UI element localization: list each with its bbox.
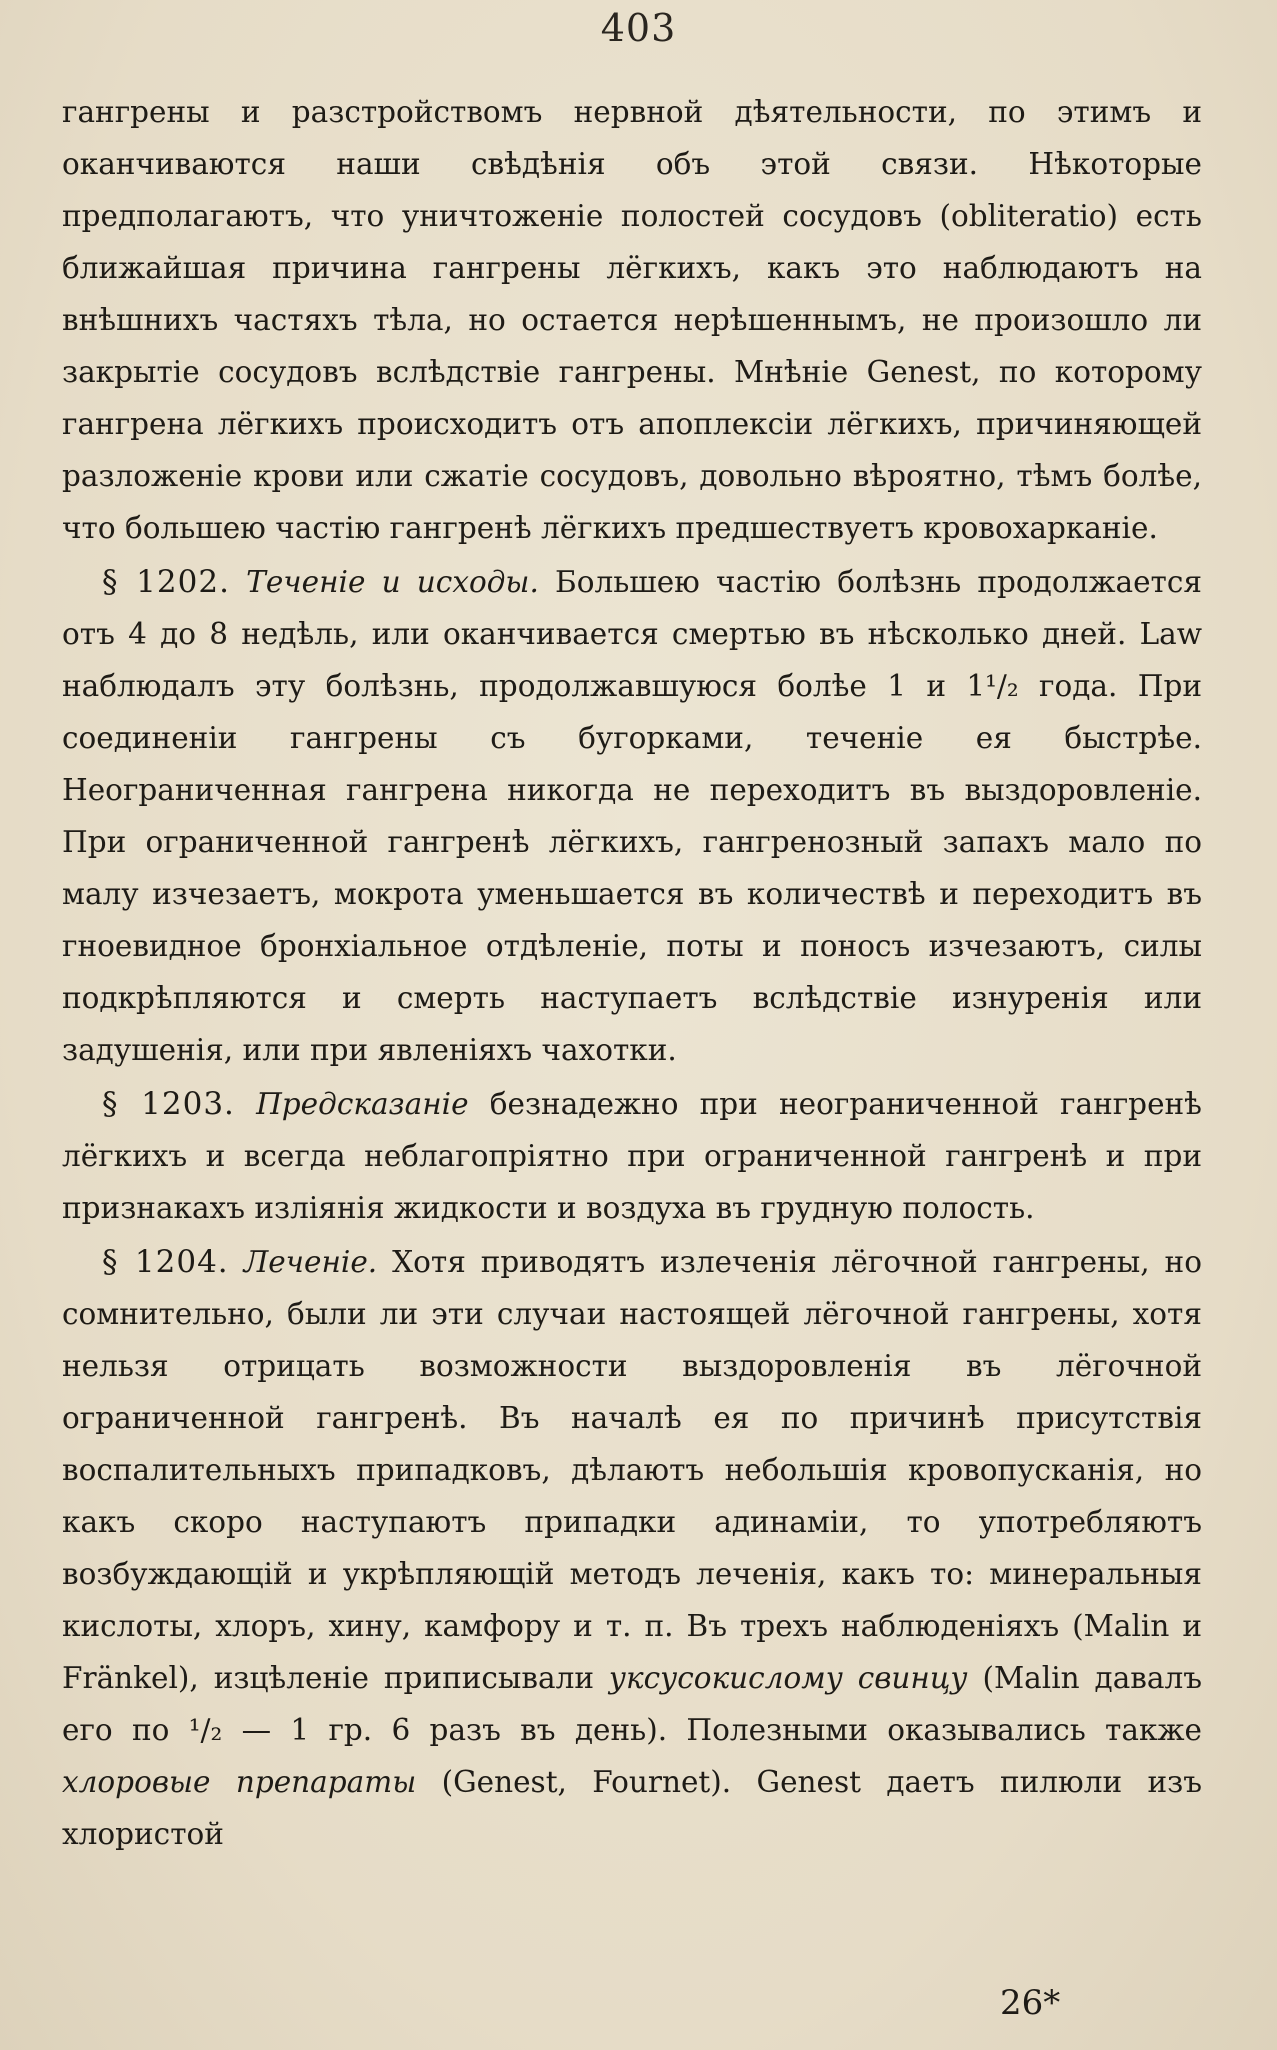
section-number: § 1204.: [102, 1244, 229, 1280]
page-number: 403: [600, 6, 677, 50]
section-title: Предсказаніе: [256, 1087, 469, 1121]
section-text: безнадежно при неограниченной гангренѣ лёгкихъ и всегда неблагопріятно при ограниченной гангренѣ и при признакахъ изліянія жидкости и воздуха въ грудную полость.: [62, 1087, 1202, 1225]
body-text: [62, 86, 1202, 1862]
section-title: Теченіе и исходы.: [246, 565, 539, 599]
italic-term: хлоровые препараты: [62, 1765, 417, 1799]
section-title: Леченіе.: [243, 1245, 378, 1279]
paragraph-intro: гангрены и разстройствомъ нервной дѣятельности, по этимъ и оканчиваются наши свѣдѣнія объ этой связи. Нѣкоторые предполагаютъ, что уничтоженіе полостей сосудовъ (obliteratio) есть ближайшая причина гангрены лёгкихъ, какъ это наблюдаютъ на внѣшнихъ частяхъ тѣла, но остается нерѣшеннымъ, не произошло ли закрытіе сосудовъ вслѣдствіе гангрены. Мнѣніе Genest, по которому гангрена лёгкихъ происходитъ отъ апоплексіи лёгкихъ, причиняющей разложеніе крови или сжатіе сосудовъ, довольно вѣроятно, тѣмъ болѣе, что большею частію гангренѣ лёгкихъ предшествуетъ кровохарканіе.: [62, 95, 1202, 545]
section-1202: [62, 556, 1202, 1076]
section-text: (Malin давалъ его по ¹/₂ — 1 гр. 6 разъ въ день). Полезными оказывались также: [62, 1661, 1202, 1747]
italic-term: уксусокислому свинцу: [608, 1661, 968, 1695]
section-text: (Genest, Fournet). Genest даетъ пилюли изъ хлористой: [62, 1765, 1202, 1851]
section-text: Хотя приводятъ излеченія лёгочной гангрены, но сомнительно, были ли эти случаи настоящей лёгочной гангрены, хотя нельзя отрицать возможности выздоровленія въ лёгочной ограниченной гангренѣ. Въ началѣ ея по причинѣ присутствія воспалительныхъ припадковъ, дѣлаютъ небольшія кровопусканія, но какъ скоро наступаютъ припадки адинаміи, то употребляютъ возбуждающій и укрѣпляющій методъ леченія, какъ то: минеральныя кислоты, хлоръ, хину, камфору и т. п. Въ трехъ наблюденіяхъ (Malin и Fränkel), изцѣленіе приписывали: [62, 1245, 1202, 1695]
section-1204: [62, 1236, 1202, 1860]
section-text: Большею частію болѣзнь продолжается отъ 4 до 8 недѣль, или оканчивается смертью въ нѣсколько дней. Law наблюдалъ эту болѣзнь, продолжавшуюся болѣе 1 и 1¹/₂ года. При соединеніи гангрены съ бугорками, теченіе ея быстрѣе. Неограниченная гангрена никогда не переходитъ въ выздоровленіе. При ограниченной гангренѣ лёгкихъ, гангренозный запахъ мало по малу изчезаетъ, мокрота уменьшается въ количествѣ и переходитъ въ гноевидное бронхіальное отдѣленіе, поты и поносъ изчезаютъ, силы подкрѣпляются и смерть наступаетъ вслѣдствіе изнуренія или задушенія, или при явленіяхъ чахотки.: [62, 565, 1202, 1067]
printer-signature-mark: 26*: [1000, 1983, 1061, 2023]
section-number: § 1202.: [102, 564, 230, 600]
section-1203: [62, 1078, 1202, 1234]
section-number: § 1203.: [102, 1086, 235, 1122]
